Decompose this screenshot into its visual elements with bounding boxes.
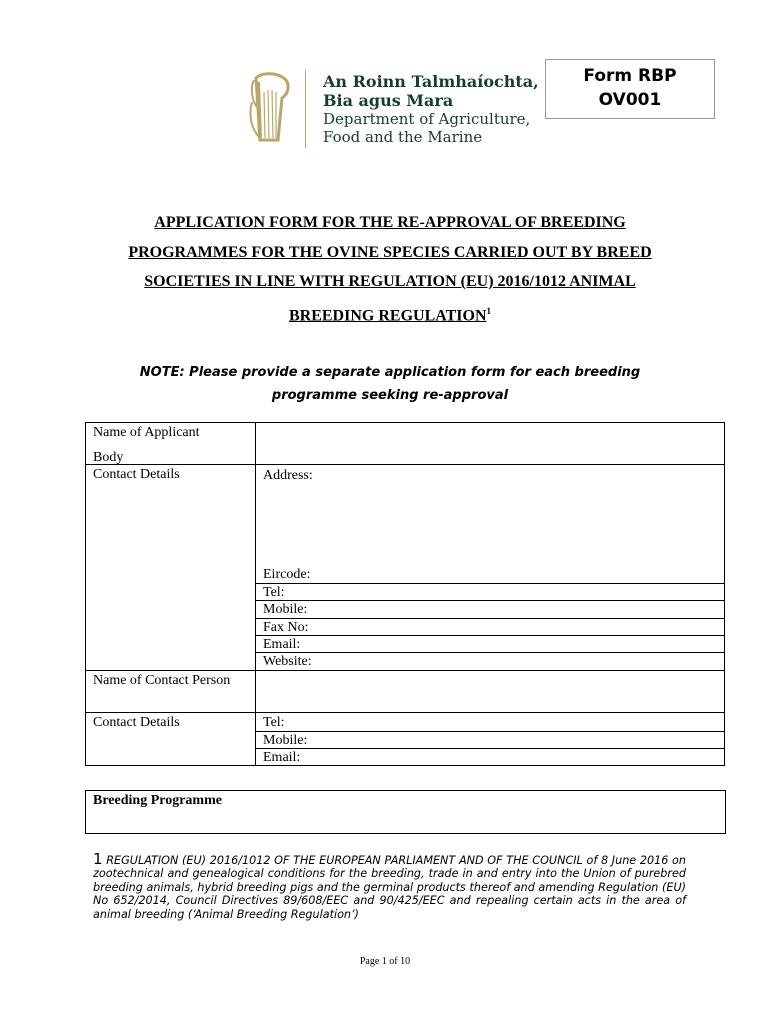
contact-email-field[interactable]: Email:	[263, 750, 301, 765]
title-footnote-ref: 1	[486, 305, 491, 316]
breeding-programme-box[interactable]	[85, 790, 726, 834]
title-line4: BREEDING REGULATION	[288, 306, 487, 324]
title-line2: PROGRAMMES FOR THE OVINE SPECIES CARRIED OUT BY BREED	[128, 243, 652, 261]
footnote-number: 1	[93, 850, 103, 868]
page-number: Page 1 of 10	[359, 956, 411, 967]
form-code-line1: Form RBP	[583, 66, 677, 86]
fax-field[interactable]: Fax No:	[263, 620, 309, 635]
breeding-programme-label: Breeding Programme	[93, 793, 222, 808]
logo-text-english-line2: Food and the Marine	[323, 128, 483, 146]
document-title	[80, 208, 700, 330]
note-line1: NOTE: Please provide a separate application form for each breeding	[139, 365, 641, 380]
contact-details-label: Contact Details	[93, 467, 180, 482]
footnote-text: REGULATION (EU) 2016/1012 OF THE EUROPEAN PARLIAMENT AND OF THE COUNCIL of 8 June 2016 on zootechnical and genealogical conditions for the breeding, trade in and entry into the Union of purebred breeding animals, hybrid breeding pigs and the germinal products thereof and amending Regulation (EU) No 652/2014, Council Directives 89/608/EEC and 90/425/EEC and repealing certain acts in the area of animal breeding (‘Animal Breeding Regulation’)	[93, 854, 686, 921]
address-field[interactable]: Address:	[263, 468, 313, 483]
tel-field[interactable]: Tel:	[263, 585, 285, 600]
note-line2: programme seeking re-approval	[271, 388, 509, 403]
logo-text-english-line1: Department of Agriculture,	[323, 110, 531, 128]
applicant-name-label: Name of Applicant Body	[93, 425, 200, 465]
logo-text-irish-line2: Bia agus Mara	[323, 91, 454, 110]
eircode-field[interactable]: Eircode:	[263, 567, 311, 582]
note-text	[95, 361, 685, 407]
harp-icon	[248, 72, 292, 146]
footnote	[93, 850, 686, 921]
form-code-line2: OV001	[598, 90, 662, 110]
website-field[interactable]: Website:	[263, 654, 312, 669]
contact-mobile-field[interactable]: Mobile:	[263, 733, 308, 748]
title-line1: APPLICATION FORM FOR THE RE-APPROVAL OF BREEDING	[154, 214, 626, 231]
form-code-box	[545, 59, 715, 119]
mobile-field[interactable]: Mobile:	[263, 602, 308, 617]
logo-divider	[305, 70, 306, 148]
title-line3: SOCIETIES IN LINE WITH REGULATION (EU) 2016/1012 ANIMAL	[144, 273, 636, 290]
contact-person-label: Name of Contact Person	[93, 673, 231, 688]
contact-tel-field[interactable]: Tel:	[263, 715, 285, 730]
applicant-form-table	[85, 422, 725, 766]
contact-details2-label: Contact Details	[93, 715, 180, 730]
logo-text-irish-line1: An Roinn Talmhaíochta,	[323, 72, 539, 91]
email-field[interactable]: Email:	[263, 637, 301, 652]
